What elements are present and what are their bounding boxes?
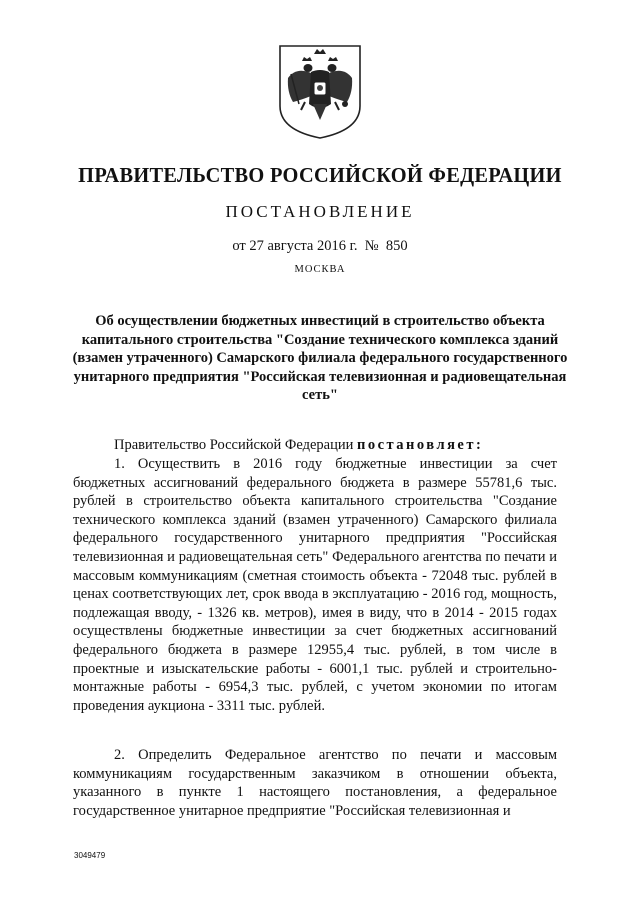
intro-resolves: постановляет: [356,437,484,453]
document-title: Об осуществлении бюджетных инвестиций в строительство объекта капитального строительства "Создание технического комплекса зданий (взамен утраченного) Самарского филиала федерального государственного унитарного предприятия "Российская телевизионная и радиовещательная сеть" [72,313,568,403]
document-city: МОСКВА [294,264,346,275]
intro-paragraph [73,436,557,455]
intro-lead: Правительство Российской Федерации [114,437,357,453]
document-date-number: от 27 августа 2016 г. № 850 [232,238,408,254]
document-code: 3049479 [74,851,106,860]
government-name: ПРАВИТЕЛЬСТВО РОССИЙСКОЙ ФЕДЕРАЦИИ [78,163,562,187]
paragraph-1: 1. Осуществить в 2016 году бюджетные инвестиции за счет бюджетных ассигнований федерального бюджета в размере 55781,6 тыс. рублей в строительство объекта капитального строительства "Создание технического комплекса зданий (взамен утраченного) Самарского филиала федерального государственного унитарного предприятия "Российская телевизионная и радиовещательная сеть" Федерального агентства по печати и массовым коммуникациям (сметная стоимость объекта - 72048 тыс. рублей в ценах соответствующих лет, срок ввода в эксплуатацию - 2016 год, мощность, подлежащая вводу, - 1326 кв. метров), имея в виду, что в 2014 - 2015 годах осуществлены бюджетные инвестиции за счет бюджетных ассигнований федерального бюджета в размере 12955,4 тыс. рублей, в том числе в проектные и изыскательские работы - 6001,1 тыс. рублей и строительно-монтажные работы - 6954,3 тыс. рублей, с учетом экономии по итогам проведения аукциона - 3311 тыс. рублей. [73,456,557,714]
document-type: ПОСТАНОВЛЕНИЕ [225,202,415,221]
russian-coat-of-arms-icon [277,44,363,140]
paragraph-2: 2. Определить Федеральное агентство по печати и массовым коммуникациям государственным заказчиком в отношении объекта, указанного в пункте 1 настоящего постановления, а федеральное государственное унитарное предприятие "Российская телевизионная и [73,747,557,819]
